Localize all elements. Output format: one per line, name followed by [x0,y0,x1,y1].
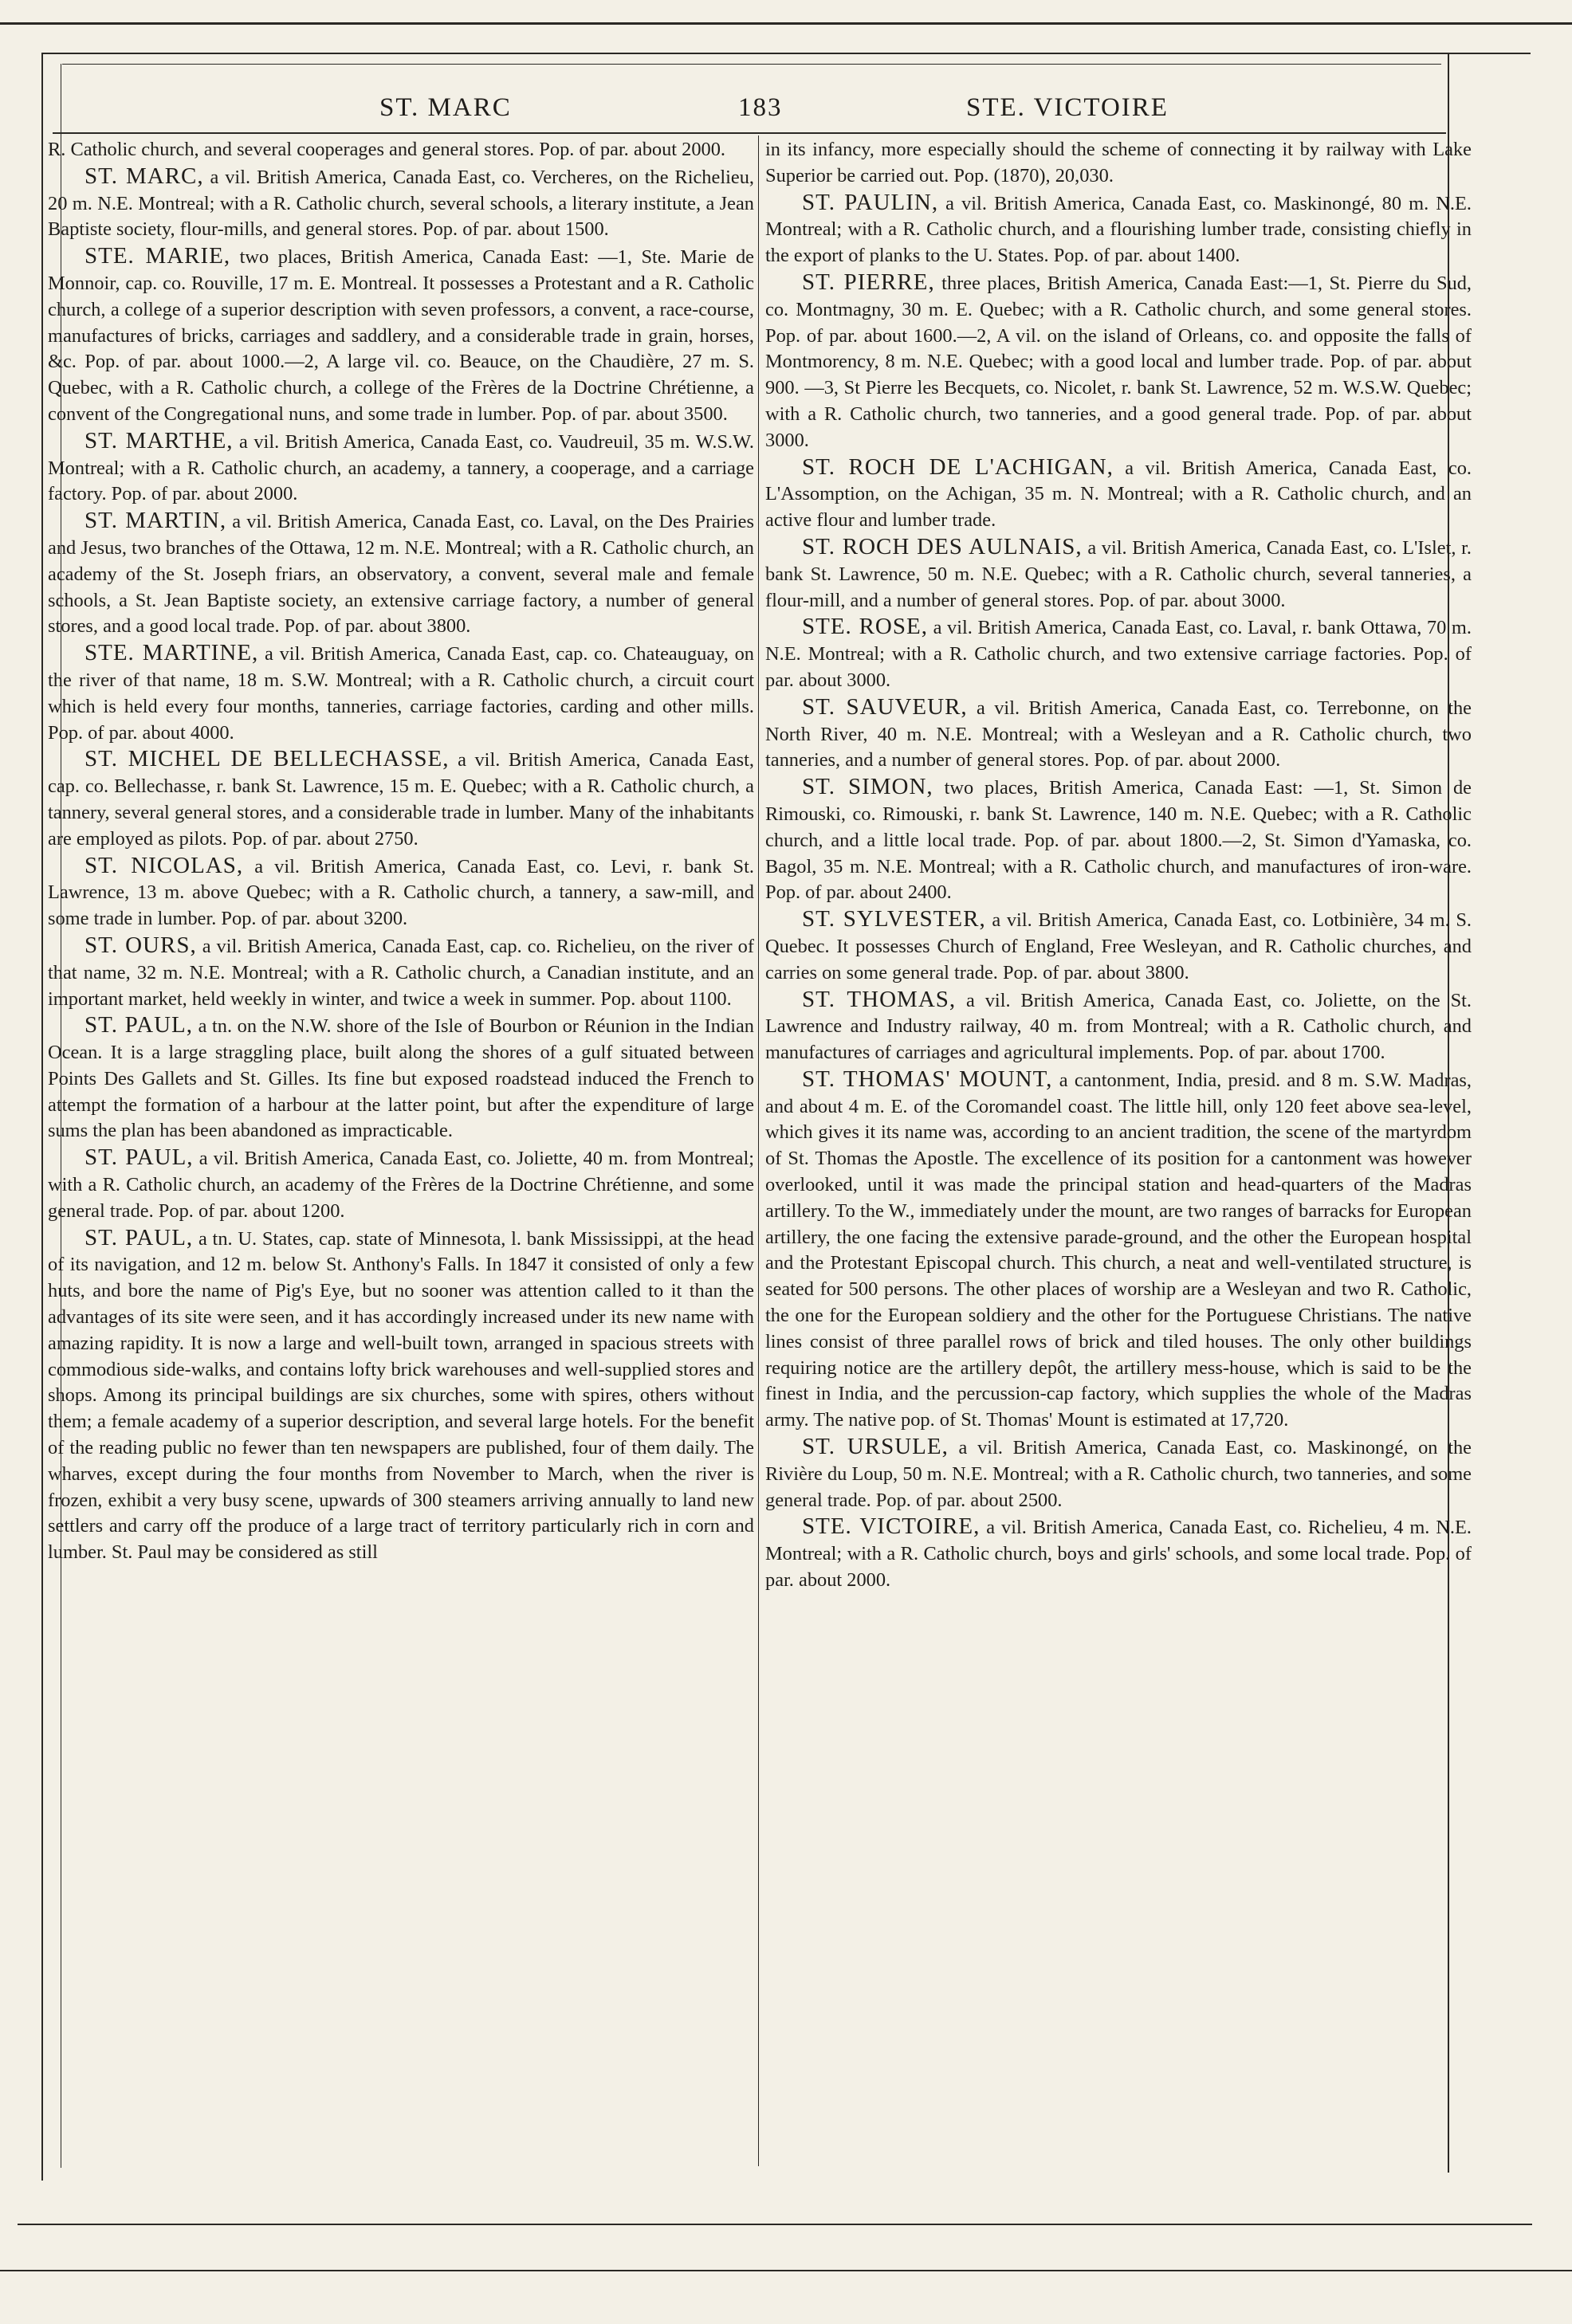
entry-text: a tn. on the N.W. shore of the Isle of Bourbon or Réunion in the Indian Ocean. It is a large straggling place, built along the shores of a gulf situated between Points Des Gallets and St. Gilles. Its fine but exposed roadstead induced the French to attempt the formation of a harbour at the latter point, but after the expenditure of large sums the plan has been abandoned as impracticable. [48,1015,754,1142]
entry-text: a vil. British America, Canada East, co. Maskinongé, on the Rivière du Loup, 50 m. N.E. Montreal; with a R. Catholic church, two tanneries, and some general trade. Pop. of par. about 2500. [765,1437,1472,1511]
entry-headword: ST. SIMON, [802,774,933,800]
entry-text: a vil. British America, Canada East, co. Vercheres, on the Richelieu, 20 m. N.E. Montreal; with a R. Catholic church, several schools, a literary institute, a Jean Baptiste society, flour-mills, and general stores. Pop. of par. about 1500. [48,166,754,241]
entry-text: R. Catholic church, and several cooperages and general stores. Pop. of par. about 2000. [48,139,726,160]
gazetteer-entry [765,1434,1472,1513]
gazetteer-entry [765,1513,1472,1593]
gazetteer-entry [48,746,754,852]
entry-headword: ST. OURS, [84,932,197,958]
entry-text: a vil. British America, Canada East, cap. co. Chateauguay, on the river of that name, 18 m. S.W. Montreal; with a R. Catholic church, a circuit court which is held every four months, tanneries, carriage factories, carding and other mills. Pop. of par. about 4000. [48,643,754,744]
entry-text: a vil. British America, Canada East, co. Vaudreuil, 35 m. W.S.W. Montreal; with a R. Catholic church, an academy, a tannery, a cooperage, and a carriage factory. Pop. of par. about 2000. [48,430,754,505]
gazetteer-entry [48,428,754,508]
gazetteer-entry [765,1066,1472,1434]
top-rule-outer [0,22,1572,25]
entry-text: three places, British America, Canada East:—1, St. Pierre du Sud, co. Montmagny, 30 m. E. Quebec; with a R. Catholic church, and some general stores. Pop. of par. about 1600.—2, A vil. on the island of Orleans, co. and opposite the falls of Montmorency, 8 m. N.E. Quebec; with a good local and lumber trade. Pop. of par. about 900. —3, St Pierre les Becquets, co. Nicolet, r. bank St. Lawrence, 52 m. W.S.W. Quebec; with a R. Catholic church, two tanneries, and a good general trade. Pop. of par. about 3000. [765,272,1472,451]
page-number: 183 [738,93,783,122]
entry-text: a vil. British America, Canada East, co. Levi, r. bank St. Lawrence, 13 m. above Quebec; with a R. Catholic church, a tannery, a saw-mill, and some trade in lumber. Pop. of par. about 3200. [48,855,754,930]
entry-text: a vil. British America, Canada East, co. Laval, on the Des Prairies and Jesus, two branches of the Ottawa, 12 m. N.E. Montreal; with a R. Catholic church, an academy of the St. Joseph friars, an observatory, a convent, several male and female schools, a St. Jean Baptiste society, an extensive carriage factory, a number of general stores, and a good local trade. Pop. of par. about 3800. [48,511,754,638]
bottom-rule-inner [18,2224,1532,2225]
continued-text [48,137,754,163]
entry-headword: ST. PAUL, [84,1144,194,1171]
left-column [48,137,754,2177]
entry-text: a vil. British America, Canada East, co. Richelieu, 4 m. N.E. Montreal; with a R. Catholic church, boys and girls' schools, and some local trade. Pop. of par. about 2000. [765,1517,1472,1592]
bottom-rule-outer [0,2270,1572,2271]
running-header [77,86,1440,129]
entry-headword: ST. MICHEL DE BELLECHASSE, [84,746,450,772]
gazetteer-entry [765,534,1472,614]
entry-text: a vil. British America, Canada East, cap. co. Bellechasse, r. bank St. Lawrence, 15 m. E. Quebec; with a R. Catholic church, a tannery, several general stores, and a considerable trade in lumber. Many of the inhabitants are employed as pilots. Pop. of par. about 2750. [48,749,754,850]
entry-headword: ST. MARTHE, [84,427,234,453]
entry-headword: ST. PIERRE, [802,269,935,295]
entry-text: a vil. British America, Canada East, co. Laval, r. bank Ottawa, 70 m. N.E. Montreal; with a R. Catholic church, and two extensive carriage factories. Pop. of par. about 3000. [765,617,1472,691]
entry-headword: ST. URSULE, [802,1434,949,1460]
entry-headword: STE. VICTOIRE, [802,1513,981,1540]
gazetteer-entry [48,1012,754,1144]
continued-text [765,137,1472,190]
entry-headword: ST. ROCH DE L'ACHIGAN, [802,453,1114,480]
entry-headword: ST. MARTIN, [84,508,227,534]
entry-text: a vil. British America, Canada East, co. Lotbinière, 34 m. S. Quebec. It possesses Church of England, Free Wesleyan, and R. Catholic churches, and carries on some general trade. Pop. of par. about 3800. [765,909,1472,983]
entry-headword: ST. PAUL, [84,1012,193,1038]
entry-headword: STE. ROSE, [802,614,928,640]
entry-text: a vil. British America, Canada East, co. L'Assomption, on the Achigan, 35 m. N. Montreal; with a R. Catholic church, and an active flour and lumber trade. [765,457,1472,532]
gazetteer-entry [48,163,754,243]
entry-text: two places, British America, Canada East: —1, St. Simon de Rimouski, co. Rimouski, r. bank St. Lawrence, 140 m. N.E. Quebec; with a R. Catholic church, and a little local trade. Pop. of par. about 1800.—2, St. Simon d'Yamaska, co. Bagol, 35 m. N.E. Montreal; with a R. Catholic church, and manufactures of iron-ware. Pop. of par. about 2400. [765,777,1472,904]
entry-text: a vil. British America, Canada East, co. Maskinongé, 80 m. N.E. Montreal; with a R. Catholic church, and a flourishing lumber trade, consisting chiefly in the export of planks to the U. States. Pop. of par. about 1400. [765,192,1472,267]
entry-headword: ST. SAUVEUR, [802,693,968,720]
gazetteer-entry [48,243,754,428]
gazetteer-entry [765,614,1472,693]
gazetteer-entry [765,454,1472,534]
entry-text: in its infancy, more especially should the scheme of connecting it by railway with Lake Superior be carried out. Pop. (1870), 20,030. [765,139,1472,186]
gazetteer-entry [765,987,1472,1066]
gazetteer-entry [48,1144,754,1224]
gazetteer-entry [765,906,1472,986]
gazetteer-entry [48,508,754,640]
gazetteer-entry [48,853,754,932]
header-rule [62,64,1441,65]
header-right-word: STE. VICTOIRE [966,93,1169,122]
entry-headword: ST. SYLVESTER, [802,906,986,932]
entry-text: a vil. British America, Canada East, co. L'Islet, r. bank St. Lawrence, 50 m. N.E. Quebec; with a R. Catholic church, several tanneries, a flour-mill, and a number of general stores. Pop. of par. about 3000. [765,536,1472,611]
entry-text: a cantonment, India, presid. and 8 m. S.W. Madras, and about 4 m. E. of the Coromandel coast. The little hill, only 120 feet above sea-level, which gives it its name was, according to an ancient tradition, the scene of the martyrdom of St. Thomas the Apostle. The excellence of its position for a cantonment was however overlooked, until it was made the principal station and head-quarters of the Madras artillery. To the W., immediately under the mount, are two ranges of barracks for European artillery, the one facing the extensive parade-ground, and the other the European hospital and the Protestant Episcopal church. This church, a neat and well-ventilated structure, is seated for 500 persons. The other places of worship are a Wesleyan and two R. Catholic, the one for the European soldiery and the other for the Portuguese Christians. The native lines consist of three parallel rows of brick and tiled houses. The only other buildings requiring notice are the artillery depôt, the artillery mess-house, which is said to be the finest in India, and the percussion-cap factory, which supplies the whole of the Madras army. The native pop. of St. Thomas' Mount is estimated at 17,720. [765,1069,1472,1431]
entry-headword: STE. MARIE, [84,243,231,269]
entry-text: a vil. British America, Canada East, co. Joliette, on the St. Lawrence and Industry railway, 40 m. from Montreal; with a R. Catholic church, and manufactures of carriages and agricultural implements. Pop. of par. about 1700. [765,989,1472,1064]
header-left-word: ST. MARC [379,93,512,122]
entry-headword: ST. THOMAS' MOUNT, [802,1066,1053,1092]
entry-headword: ST. THOMAS, [802,986,957,1012]
gazetteer-entry [48,932,754,1012]
gazetteer-entry [765,774,1472,906]
entry-text: a vil. British America, Canada East, co. Joliette, 40 m. from Montreal; with a R. Catholic church, an academy of the Frères de la Doctrine Chrétienne, and some general trade. Pop. of par. about 1200. [48,1148,754,1222]
entry-headword: ST. MARC, [84,163,204,189]
subheader-rule [53,132,1446,134]
entry-headword: STE. MARTINE, [84,640,259,666]
entry-text: a vil. British America, Canada East, co. Terrebonne, on the North River, 40 m. N.E. Montreal; with a Wesleyan and a R. Catholic church, two tanneries, and a number of general stores. Pop. of par. about 2000. [765,697,1472,771]
entry-text: two places, British America, Canada East: —1, Ste. Marie de Monnoir, cap. co. Rouville, 17 m. E. Montreal. It possesses a Protestant and a R. Catholic church, a college of a superior description with seven professors, a convent, a race-course, manufactures of bricks, carriages and saddlery, and a considerable trade in grain, horses, &c. Pop. of par. about 1000.—2, A large vil. co. Beauce, on the Chaudière, 27 m. S. Quebec, with a R. Catholic church, a college of the Frères de la Doctrine Chrétienne, a convent of the Congregational nuns, and some trade in lumber. Pop. of par. about 3500. [48,246,754,425]
entry-headword: ST. NICOLAS, [84,852,244,878]
entry-text: a tn. U. States, cap. state of Minnesota, l. bank Mississippi, at the head of its navigation, and 12 m. below St. Anthony's Falls. In 1847 it consisted of only a few huts, and bore the name of Pig's Eye, but no sooner was attention called to it than the advantages of its site were seen, and it has accordingly increased under its new name with amazing rapidity. It is now a large and well-built town, arranged in spacious streets with commodious side-walks, and contains lofty brick warehouses and well-supplied stores and shops. Among its principal buildings are six churches, some with spires, others without them; a female academy of a superior description, and several large hotels. For the benefit of the reading public no fewer than ten newspapers are published, four of them daily. The wharves, except during the four months from November to March, when the river is frozen, exhibit a very busy scene, upwards of 300 steamers arriving annually to land new settlers and carry off the produce of a large tract of territory particularly rich in corn and lumber. St. Paul may be considered as still [48,1227,754,1564]
gazetteer-entry [765,190,1472,269]
entry-headword: ST. PAUL, [84,1224,194,1250]
entry-text: a vil. British America, Canada East, cap. co. Richelieu, on the river of that name, 32 m. N.E. Montreal; with a R. Catholic church, a Canadian institute, and an important market, held weekly in winter, and twice a week in summer. Pop. about 1100. [48,935,754,1010]
entry-headword: ST. ROCH DES AULNAIS, [802,533,1083,559]
gazetteer-entry [48,1225,754,1566]
left-frame-rule [41,53,43,2181]
right-column [765,137,1472,2177]
entry-headword: ST. PAULIN, [802,189,939,215]
top-rule-inner [41,53,1531,54]
gazetteer-entry [765,269,1472,454]
gazetteer-entry [48,640,754,746]
gazetteer-entry [765,694,1472,774]
column-divider [758,135,759,2166]
